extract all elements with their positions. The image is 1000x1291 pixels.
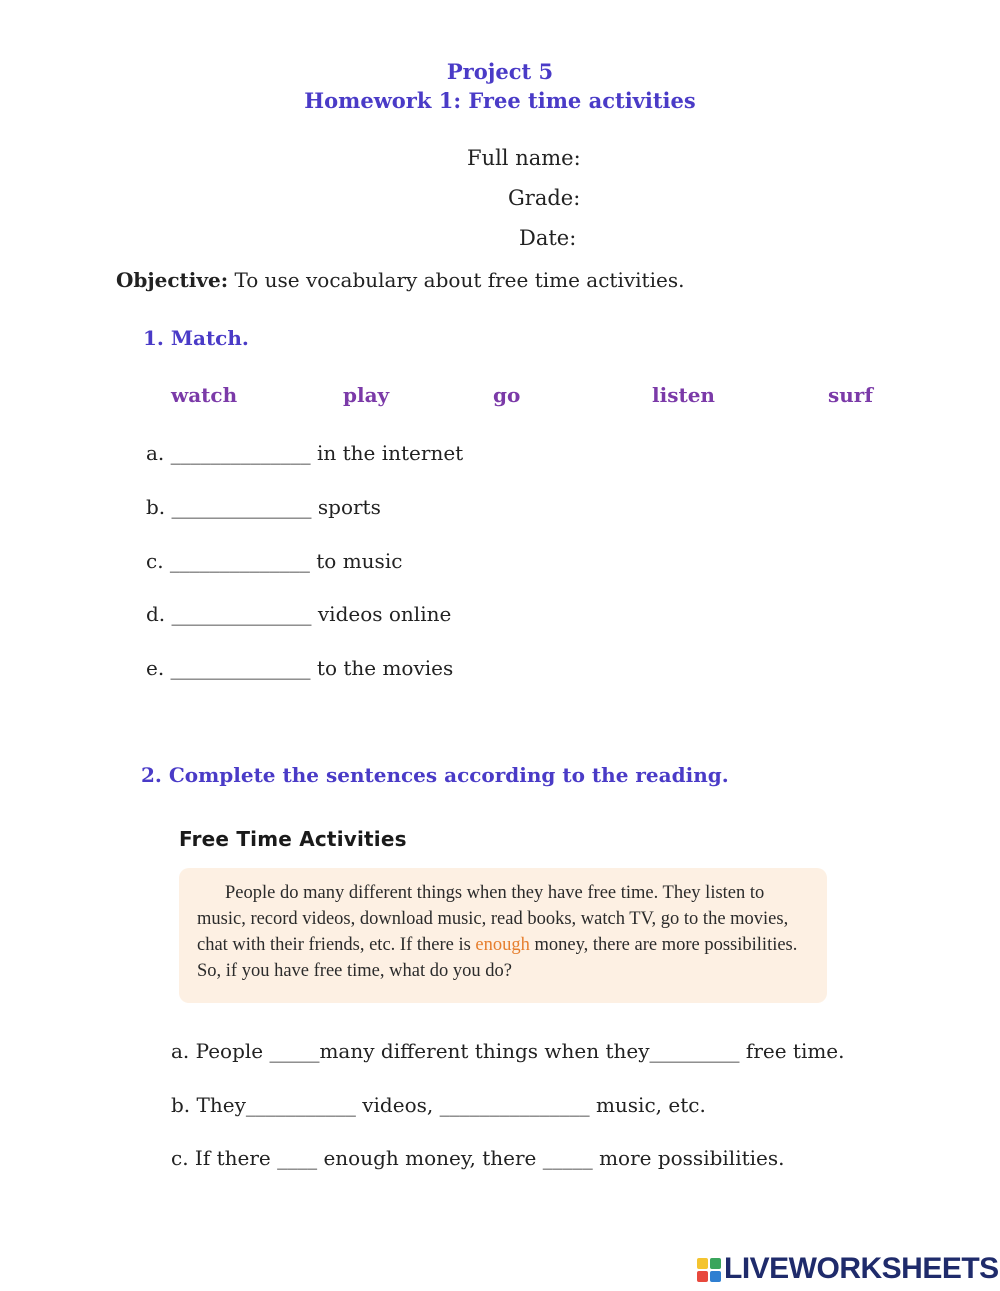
section-1-heading: 1. Match. [143,326,249,350]
objective-line [116,268,684,292]
liveworksheets-logo-icon [697,1258,721,1282]
objective-text: To use vocabulary about free time activities. [228,268,685,292]
reading-title: Free Time Activities [179,827,407,851]
match-item-c[interactable]: c. ______________ to music [146,549,403,573]
complete-item-b[interactable]: b. They___________ videos, _______________ music, etc. [171,1093,706,1117]
liveworksheets-logo-text: LIVEWORKSHEETS [724,1252,999,1285]
homework-title: Homework 1: Free time activities [304,88,696,113]
objective-label: Objective: [116,268,229,292]
grade-label: Grade: [508,186,581,210]
section-2-heading: 2. Complete the sentences according to the reading. [141,763,729,787]
match-item-e[interactable]: e. ______________ to the movies [146,656,454,680]
match-word-listen: listen [652,383,715,407]
match-word-play: play [343,383,390,407]
reading-highlight-word: enough [475,935,530,955]
reading-text-part-1: People do many different things when they have free time. They listen to music, record videos, download music, read books, watch TV, go to the movies, chat with their friends, etc. If there is [197,883,789,955]
match-item-d[interactable]: d. ______________ videos online [146,602,452,626]
match-item-a[interactable]: a. ______________ in the internet [146,441,464,465]
complete-item-a[interactable]: a. People _____many different things when they_________ free time. [171,1039,845,1063]
reading-box [179,868,827,1003]
match-item-b[interactable]: b. ______________ sports [146,495,381,519]
reading-text-part-2: money, there are more possibilities. So, if you have free time, what do you do? [197,935,798,981]
reading-text [197,880,817,984]
match-word-watch: watch [171,383,238,407]
project-title: Project 5 [446,59,554,84]
match-word-surf: surf [828,383,873,407]
match-word-go: go [493,383,521,407]
full-name-label: Full name: [467,146,581,170]
complete-item-c[interactable]: c. If there ____ enough money, there _____ more possibilities. [171,1146,785,1170]
date-label: Date: [519,226,577,250]
